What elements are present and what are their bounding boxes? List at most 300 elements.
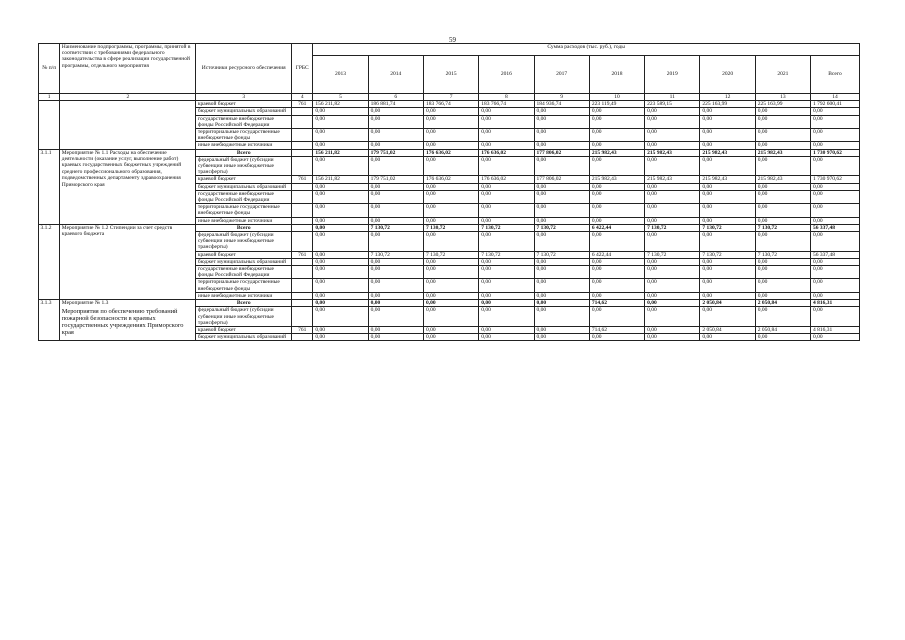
value-cell: 0,00 <box>534 334 589 341</box>
value-cell: 0,00 <box>645 129 700 142</box>
value-cell: 0,00 <box>368 156 423 176</box>
value-cell: 0,00 <box>811 142 860 149</box>
value-cell: 0,00 <box>589 129 644 142</box>
value-cell: 0,00 <box>479 142 534 149</box>
grbs-cell <box>292 183 313 190</box>
value-cell: 215 982,43 <box>645 149 700 156</box>
source-cell: Всего <box>196 224 292 231</box>
value-cell: 0,00 <box>479 156 534 176</box>
value-cell: 0,00 <box>423 266 478 279</box>
value-cell: 0,00 <box>368 258 423 265</box>
row-name-cell: Мероприятие № 1.2 Стипендии за счет средств краевого бюджета <box>60 224 196 299</box>
value-cell: 0,00 <box>700 307 755 327</box>
value-cell: 0,00 <box>313 307 368 327</box>
header-year: 2021 <box>755 56 810 94</box>
value-cell: 225 163,99 <box>755 101 810 108</box>
value-cell: 0,00 <box>645 232 700 252</box>
value-cell: 7 130,72 <box>700 224 755 231</box>
value-cell: 2 050,84 <box>700 326 755 333</box>
value-cell: 0,00 <box>534 156 589 176</box>
row-name-cell: Мероприятие № 1.1 Расходы на обеспечение деятельности (оказание услуг, выполнение работ) краевых государственных бюджетных учреждений среднего профессионального образования, подведомственных департаменту здравоохранения Приморского края <box>60 149 196 224</box>
value-cell: 0,00 <box>755 258 810 265</box>
value-cell: 0,00 <box>645 183 700 190</box>
page-number: 59 <box>449 36 456 44</box>
value-cell: 0,00 <box>589 142 644 149</box>
value-cell: 0,00 <box>589 217 644 224</box>
budget-table <box>38 43 860 341</box>
grbs-cell <box>292 279 313 292</box>
header-year: 2014 <box>368 56 423 94</box>
header-year: Всего <box>811 56 860 94</box>
grbs-cell <box>292 190 313 203</box>
value-cell: 0,00 <box>534 326 589 333</box>
value-cell: 215 982,43 <box>589 176 644 183</box>
table-row <box>39 101 860 108</box>
value-cell: 0,00 <box>534 204 589 217</box>
value-cell: 0,00 <box>534 232 589 252</box>
row-name-cell <box>60 101 196 149</box>
value-cell: 0,00 <box>589 266 644 279</box>
value-cell: 0,00 <box>368 334 423 341</box>
value-cell: 179 751,02 <box>368 176 423 183</box>
value-cell: 215 982,43 <box>755 176 810 183</box>
column-number: 10 <box>589 94 644 101</box>
value-cell: 0,00 <box>645 279 700 292</box>
value-cell: 0,00 <box>589 279 644 292</box>
value-cell: 0,00 <box>645 142 700 149</box>
value-cell: 0,00 <box>423 232 478 252</box>
value-cell: 177 806,02 <box>534 149 589 156</box>
source-cell: федеральный бюджет (субсидии субвенции иные межбюджетные трансферты) <box>196 156 292 176</box>
source-cell: государственные внебюджетные фонды Российской Федерации <box>196 190 292 203</box>
value-cell: 0,00 <box>479 183 534 190</box>
value-cell: 0,00 <box>368 204 423 217</box>
header-sum: Сумма расходов (тыс. руб.), годы <box>313 44 860 56</box>
value-cell: 0,00 <box>589 156 644 176</box>
value-cell: 0,00 <box>645 108 700 115</box>
value-cell: 0,00 <box>479 292 534 299</box>
value-cell: 0,00 <box>534 190 589 203</box>
value-cell: 184 936,74 <box>534 101 589 108</box>
header-year: 2018 <box>589 56 644 94</box>
value-cell: 0,00 <box>589 292 644 299</box>
source-cell: краевой бюджет <box>196 326 292 333</box>
value-cell: 215 982,43 <box>755 149 810 156</box>
value-cell: 0,00 <box>700 334 755 341</box>
value-cell: 0,00 <box>423 334 478 341</box>
value-cell: 0,00 <box>368 142 423 149</box>
source-cell: бюджет муниципальных образований <box>196 183 292 190</box>
source-cell: территориальные государственные внебюджетные фонды <box>196 204 292 217</box>
value-cell: 0,00 <box>811 279 860 292</box>
value-cell: 0,00 <box>700 156 755 176</box>
value-cell: 156 211,82 <box>313 149 368 156</box>
value-cell: 0,00 <box>423 217 478 224</box>
value-cell: 0,00 <box>534 300 589 307</box>
header-year: 2016 <box>479 56 534 94</box>
value-cell: 179 751,02 <box>368 149 423 156</box>
value-cell: 0,00 <box>755 156 810 176</box>
value-cell: 0,00 <box>700 232 755 252</box>
value-cell: 0,00 <box>755 204 810 217</box>
row-number-cell: 3.1.3 <box>39 300 60 341</box>
value-cell: 0,00 <box>589 115 644 128</box>
value-cell: 0,00 <box>811 217 860 224</box>
value-cell: 183 766,74 <box>423 101 478 108</box>
value-cell: 0,00 <box>534 217 589 224</box>
value-cell: 0,00 <box>589 183 644 190</box>
source-cell: федеральный бюджет (субсидии субвенции иные межбюджетные трансферты) <box>196 232 292 252</box>
value-cell: 0,00 <box>700 292 755 299</box>
grbs-cell <box>292 292 313 299</box>
value-cell: 7 130,72 <box>534 224 589 231</box>
measure-name: Мероприятия по обеспечению требований пожарной безопасности в краевых государственных учреждениях Приморского края <box>61 307 184 337</box>
value-cell: 0,00 <box>423 129 478 142</box>
value-cell: 0,00 <box>423 156 478 176</box>
header-year: 2019 <box>645 56 700 94</box>
value-cell: 0,00 <box>645 266 700 279</box>
value-cell: 0,00 <box>811 232 860 252</box>
value-cell: 0,00 <box>700 258 755 265</box>
grbs-cell <box>292 149 313 156</box>
value-cell: 0,00 <box>313 142 368 149</box>
value-cell: 0,00 <box>700 190 755 203</box>
value-cell: 0,00 <box>368 300 423 307</box>
grbs-cell <box>292 258 313 265</box>
value-cell: 0,00 <box>368 292 423 299</box>
value-cell: 0,00 <box>811 156 860 176</box>
value-cell: 714,62 <box>589 300 644 307</box>
grbs-cell <box>292 217 313 224</box>
column-number: 12 <box>700 94 755 101</box>
value-cell: 0,00 <box>368 108 423 115</box>
value-cell: 7 130,72 <box>368 251 423 258</box>
value-cell: 0,00 <box>313 258 368 265</box>
value-cell: 0,00 <box>368 307 423 327</box>
header-year: 2015 <box>423 56 478 94</box>
value-cell: 0,00 <box>534 279 589 292</box>
value-cell: 0,00 <box>811 204 860 217</box>
column-number: 11 <box>645 94 700 101</box>
value-cell: 0,00 <box>700 204 755 217</box>
value-cell: 0,00 <box>423 307 478 327</box>
value-cell: 0,00 <box>423 326 478 333</box>
header-year: 2013 <box>313 56 368 94</box>
value-cell: 0,00 <box>645 258 700 265</box>
value-cell: 0,00 <box>700 183 755 190</box>
value-cell: 7 130,72 <box>479 251 534 258</box>
value-cell: 0,00 <box>589 108 644 115</box>
value-cell: 0,00 <box>534 307 589 327</box>
value-cell: 0,00 <box>313 279 368 292</box>
grbs-cell <box>292 334 313 341</box>
value-cell: 0,00 <box>479 300 534 307</box>
value-cell: 0,00 <box>700 279 755 292</box>
value-cell: 0,00 <box>700 142 755 149</box>
value-cell: 0,00 <box>313 292 368 299</box>
value-cell: 0,00 <box>645 156 700 176</box>
value-cell: 0,00 <box>589 204 644 217</box>
value-cell: 7 130,72 <box>645 251 700 258</box>
grbs-cell: 761 <box>292 101 313 108</box>
value-cell: 0,00 <box>589 232 644 252</box>
value-cell: 0,00 <box>811 258 860 265</box>
header-name: Наименование подпрограммы, программы, принятой в соответствии с требованиями федерального законодательства в сфере реализации государственной программы, отдельного мероприятия <box>60 44 196 94</box>
source-cell: территориальные государственные внебюджетные фонды <box>196 129 292 142</box>
source-cell: иные внебюджетные источники <box>196 142 292 149</box>
source-cell: бюджет муниципальных образований <box>196 258 292 265</box>
total-row <box>39 300 860 307</box>
value-cell: 0,00 <box>700 266 755 279</box>
value-cell: 7 130,72 <box>700 251 755 258</box>
value-cell: 0,00 <box>534 129 589 142</box>
value-cell: 0,00 <box>589 334 644 341</box>
header-year: 2020 <box>700 56 755 94</box>
value-cell: 176 636,02 <box>423 149 478 156</box>
value-cell: 0,00 <box>534 183 589 190</box>
value-cell: 0,00 <box>811 183 860 190</box>
value-cell: 0,00 <box>645 190 700 203</box>
value-cell: 0,00 <box>589 258 644 265</box>
value-cell: 0,00 <box>313 232 368 252</box>
value-cell: 0,00 <box>313 334 368 341</box>
value-cell: 223 589,15 <box>645 101 700 108</box>
value-cell: 215 982,43 <box>589 149 644 156</box>
value-cell: 7 130,72 <box>755 224 810 231</box>
source-cell: бюджет муниципальных образований <box>196 334 292 341</box>
value-cell: 0,00 <box>700 129 755 142</box>
value-cell: 2 050,84 <box>755 300 810 307</box>
value-cell: 0,00 <box>645 204 700 217</box>
value-cell: 0,00 <box>700 115 755 128</box>
column-number: 8 <box>479 94 534 101</box>
source-cell: краевой бюджет <box>196 176 292 183</box>
source-cell: иные внебюджетные источники <box>196 217 292 224</box>
value-cell: 0,00 <box>811 108 860 115</box>
value-cell: 0,00 <box>534 266 589 279</box>
source-cell: бюджет муниципальных образований <box>196 108 292 115</box>
value-cell: 0,00 <box>479 258 534 265</box>
value-cell: 0,00 <box>755 266 810 279</box>
header-row <box>39 44 860 56</box>
column-number: 1 <box>39 94 60 101</box>
value-cell: 0,00 <box>700 108 755 115</box>
value-cell: 0,00 <box>368 190 423 203</box>
value-cell: 0,00 <box>368 115 423 128</box>
value-cell: 0,00 <box>645 334 700 341</box>
grbs-cell <box>292 108 313 115</box>
grbs-cell <box>292 115 313 128</box>
grbs-cell: 761 <box>292 326 313 333</box>
value-cell: 0,00 <box>423 279 478 292</box>
value-cell: 156 211,82 <box>313 101 368 108</box>
value-cell: 0,00 <box>589 307 644 327</box>
value-cell: 0,00 <box>811 266 860 279</box>
value-cell: 1 792 600,41 <box>811 101 860 108</box>
value-cell: 0,00 <box>645 115 700 128</box>
value-cell: 7 130,72 <box>368 224 423 231</box>
value-cell: 0,00 <box>811 292 860 299</box>
value-cell: 0,00 <box>645 292 700 299</box>
value-cell: 6 422,44 <box>589 224 644 231</box>
value-cell: 0,00 <box>755 217 810 224</box>
grbs-cell <box>292 142 313 149</box>
column-number: 13 <box>755 94 810 101</box>
value-cell: 0,00 <box>645 217 700 224</box>
value-cell: 0,00 <box>755 108 810 115</box>
value-cell: 0,00 <box>368 217 423 224</box>
value-cell: 0,00 <box>479 266 534 279</box>
source-cell: краевой бюджет <box>196 101 292 108</box>
value-cell: 0,00 <box>313 224 368 231</box>
value-cell: 0,00 <box>755 334 810 341</box>
row-number-cell: 3.1.1 <box>39 149 60 224</box>
column-number: 6 <box>368 94 423 101</box>
value-cell: 0,00 <box>479 129 534 142</box>
value-cell: 7 130,72 <box>645 224 700 231</box>
value-cell: 7 130,72 <box>479 224 534 231</box>
value-cell: 0,00 <box>313 300 368 307</box>
value-cell: 0,00 <box>313 108 368 115</box>
value-cell: 0,00 <box>423 190 478 203</box>
value-cell: 0,00 <box>423 204 478 217</box>
total-row <box>39 224 860 231</box>
value-cell: 7 130,72 <box>755 251 810 258</box>
value-cell: 0,00 <box>534 142 589 149</box>
value-cell: 0,00 <box>368 326 423 333</box>
value-cell: 0,00 <box>645 326 700 333</box>
grbs-cell <box>292 266 313 279</box>
value-cell: 0,00 <box>811 307 860 327</box>
row-number-cell <box>39 101 60 149</box>
value-cell: 176 636,02 <box>423 176 478 183</box>
row-name-cell <box>60 300 196 341</box>
value-cell: 0,00 <box>313 115 368 128</box>
value-cell: 0,00 <box>313 217 368 224</box>
grbs-cell <box>292 300 313 307</box>
grbs-cell: 761 <box>292 251 313 258</box>
value-cell: 2 050,84 <box>700 300 755 307</box>
grbs-cell: 761 <box>292 176 313 183</box>
grbs-cell <box>292 156 313 176</box>
value-cell: 6 422,44 <box>589 251 644 258</box>
value-cell: 156 211,82 <box>313 176 368 183</box>
source-cell: Всего <box>196 149 292 156</box>
value-cell: 0,00 <box>755 279 810 292</box>
value-cell: 0,00 <box>423 183 478 190</box>
value-cell: 0,00 <box>423 292 478 299</box>
value-cell: 0,00 <box>313 190 368 203</box>
value-cell: 0,00 <box>313 266 368 279</box>
value-cell: 0,00 <box>479 334 534 341</box>
value-cell: 0,00 <box>479 190 534 203</box>
header-grbs: ГРБС <box>292 44 313 94</box>
value-cell: 0,00 <box>700 217 755 224</box>
value-cell: 215 982,43 <box>645 176 700 183</box>
value-cell: 0,00 <box>534 108 589 115</box>
value-cell: 0,00 <box>479 108 534 115</box>
column-number: 5 <box>313 94 368 101</box>
value-cell: 56 337,48 <box>811 251 860 258</box>
value-cell: 0,00 <box>368 279 423 292</box>
grbs-cell <box>292 232 313 252</box>
column-number: 7 <box>423 94 478 101</box>
column-number: 14 <box>811 94 860 101</box>
value-cell: 0,00 <box>534 258 589 265</box>
value-cell: 0,00 <box>423 115 478 128</box>
value-cell: 215 982,43 <box>700 176 755 183</box>
header-year: 2017 <box>534 56 589 94</box>
value-cell: 0,00 <box>368 232 423 252</box>
value-cell: 2 050,84 <box>755 326 810 333</box>
value-cell: 0,00 <box>755 129 810 142</box>
source-cell: краевой бюджет <box>196 251 292 258</box>
value-cell: 186 881,74 <box>368 101 423 108</box>
measure-title: Мероприятие № 1.3 <box>61 300 109 307</box>
column-number: 3 <box>196 94 292 101</box>
value-cell: 183 766,74 <box>479 101 534 108</box>
value-cell: 0,00 <box>313 204 368 217</box>
column-number: 2 <box>60 94 196 101</box>
value-cell: 223 119,49 <box>589 101 644 108</box>
value-cell: 0,00 <box>313 183 368 190</box>
source-cell: Всего <box>196 300 292 307</box>
grbs-cell <box>292 129 313 142</box>
value-cell: 0,00 <box>479 232 534 252</box>
value-cell: 4 816,31 <box>811 326 860 333</box>
row-number-cell: 3.1.2 <box>39 224 60 299</box>
value-cell: 0,00 <box>479 279 534 292</box>
value-cell: 0,00 <box>811 334 860 341</box>
value-cell: 0,00 <box>368 129 423 142</box>
value-cell: 0,00 <box>811 190 860 203</box>
source-cell: государственные внебюджетные фонды Российской Федерации <box>196 266 292 279</box>
value-cell: 0,00 <box>589 190 644 203</box>
source-cell: иные внебюджетные источники <box>196 292 292 299</box>
value-cell: 4 816,31 <box>811 300 860 307</box>
source-cell: территориальные государственные внебюджетные фонды <box>196 279 292 292</box>
value-cell: 0,00 <box>479 326 534 333</box>
value-cell: 0,00 <box>755 232 810 252</box>
source-cell: федеральный бюджет (субсидии субвенции иные межбюджетные трансферты) <box>196 307 292 327</box>
total-row <box>39 149 860 156</box>
column-numbers-row <box>39 94 860 101</box>
column-number: 9 <box>534 94 589 101</box>
header-source: Источники ресурсного обеспечения <box>196 44 292 94</box>
value-cell: 1 730 970,62 <box>811 149 860 156</box>
value-cell: 0,00 <box>811 115 860 128</box>
value-cell: 0,00 <box>755 292 810 299</box>
value-cell: 0,00 <box>755 142 810 149</box>
value-cell: 7 130,72 <box>423 251 478 258</box>
value-cell: 0,00 <box>313 156 368 176</box>
value-cell: 0,00 <box>423 108 478 115</box>
value-cell: 0,00 <box>755 183 810 190</box>
value-cell: 0,00 <box>368 183 423 190</box>
value-cell: 0,00 <box>423 300 478 307</box>
column-number: 4 <box>292 94 313 101</box>
value-cell: 0,00 <box>313 326 368 333</box>
value-cell: 0,00 <box>755 307 810 327</box>
grbs-cell <box>292 224 313 231</box>
value-cell: 0,00 <box>423 142 478 149</box>
value-cell: 0,00 <box>313 129 368 142</box>
value-cell: 0,00 <box>645 300 700 307</box>
value-cell: 0,00 <box>755 115 810 128</box>
value-cell: 56 337,48 <box>811 224 860 231</box>
value-cell: 7 130,72 <box>534 251 589 258</box>
grbs-cell <box>292 307 313 327</box>
